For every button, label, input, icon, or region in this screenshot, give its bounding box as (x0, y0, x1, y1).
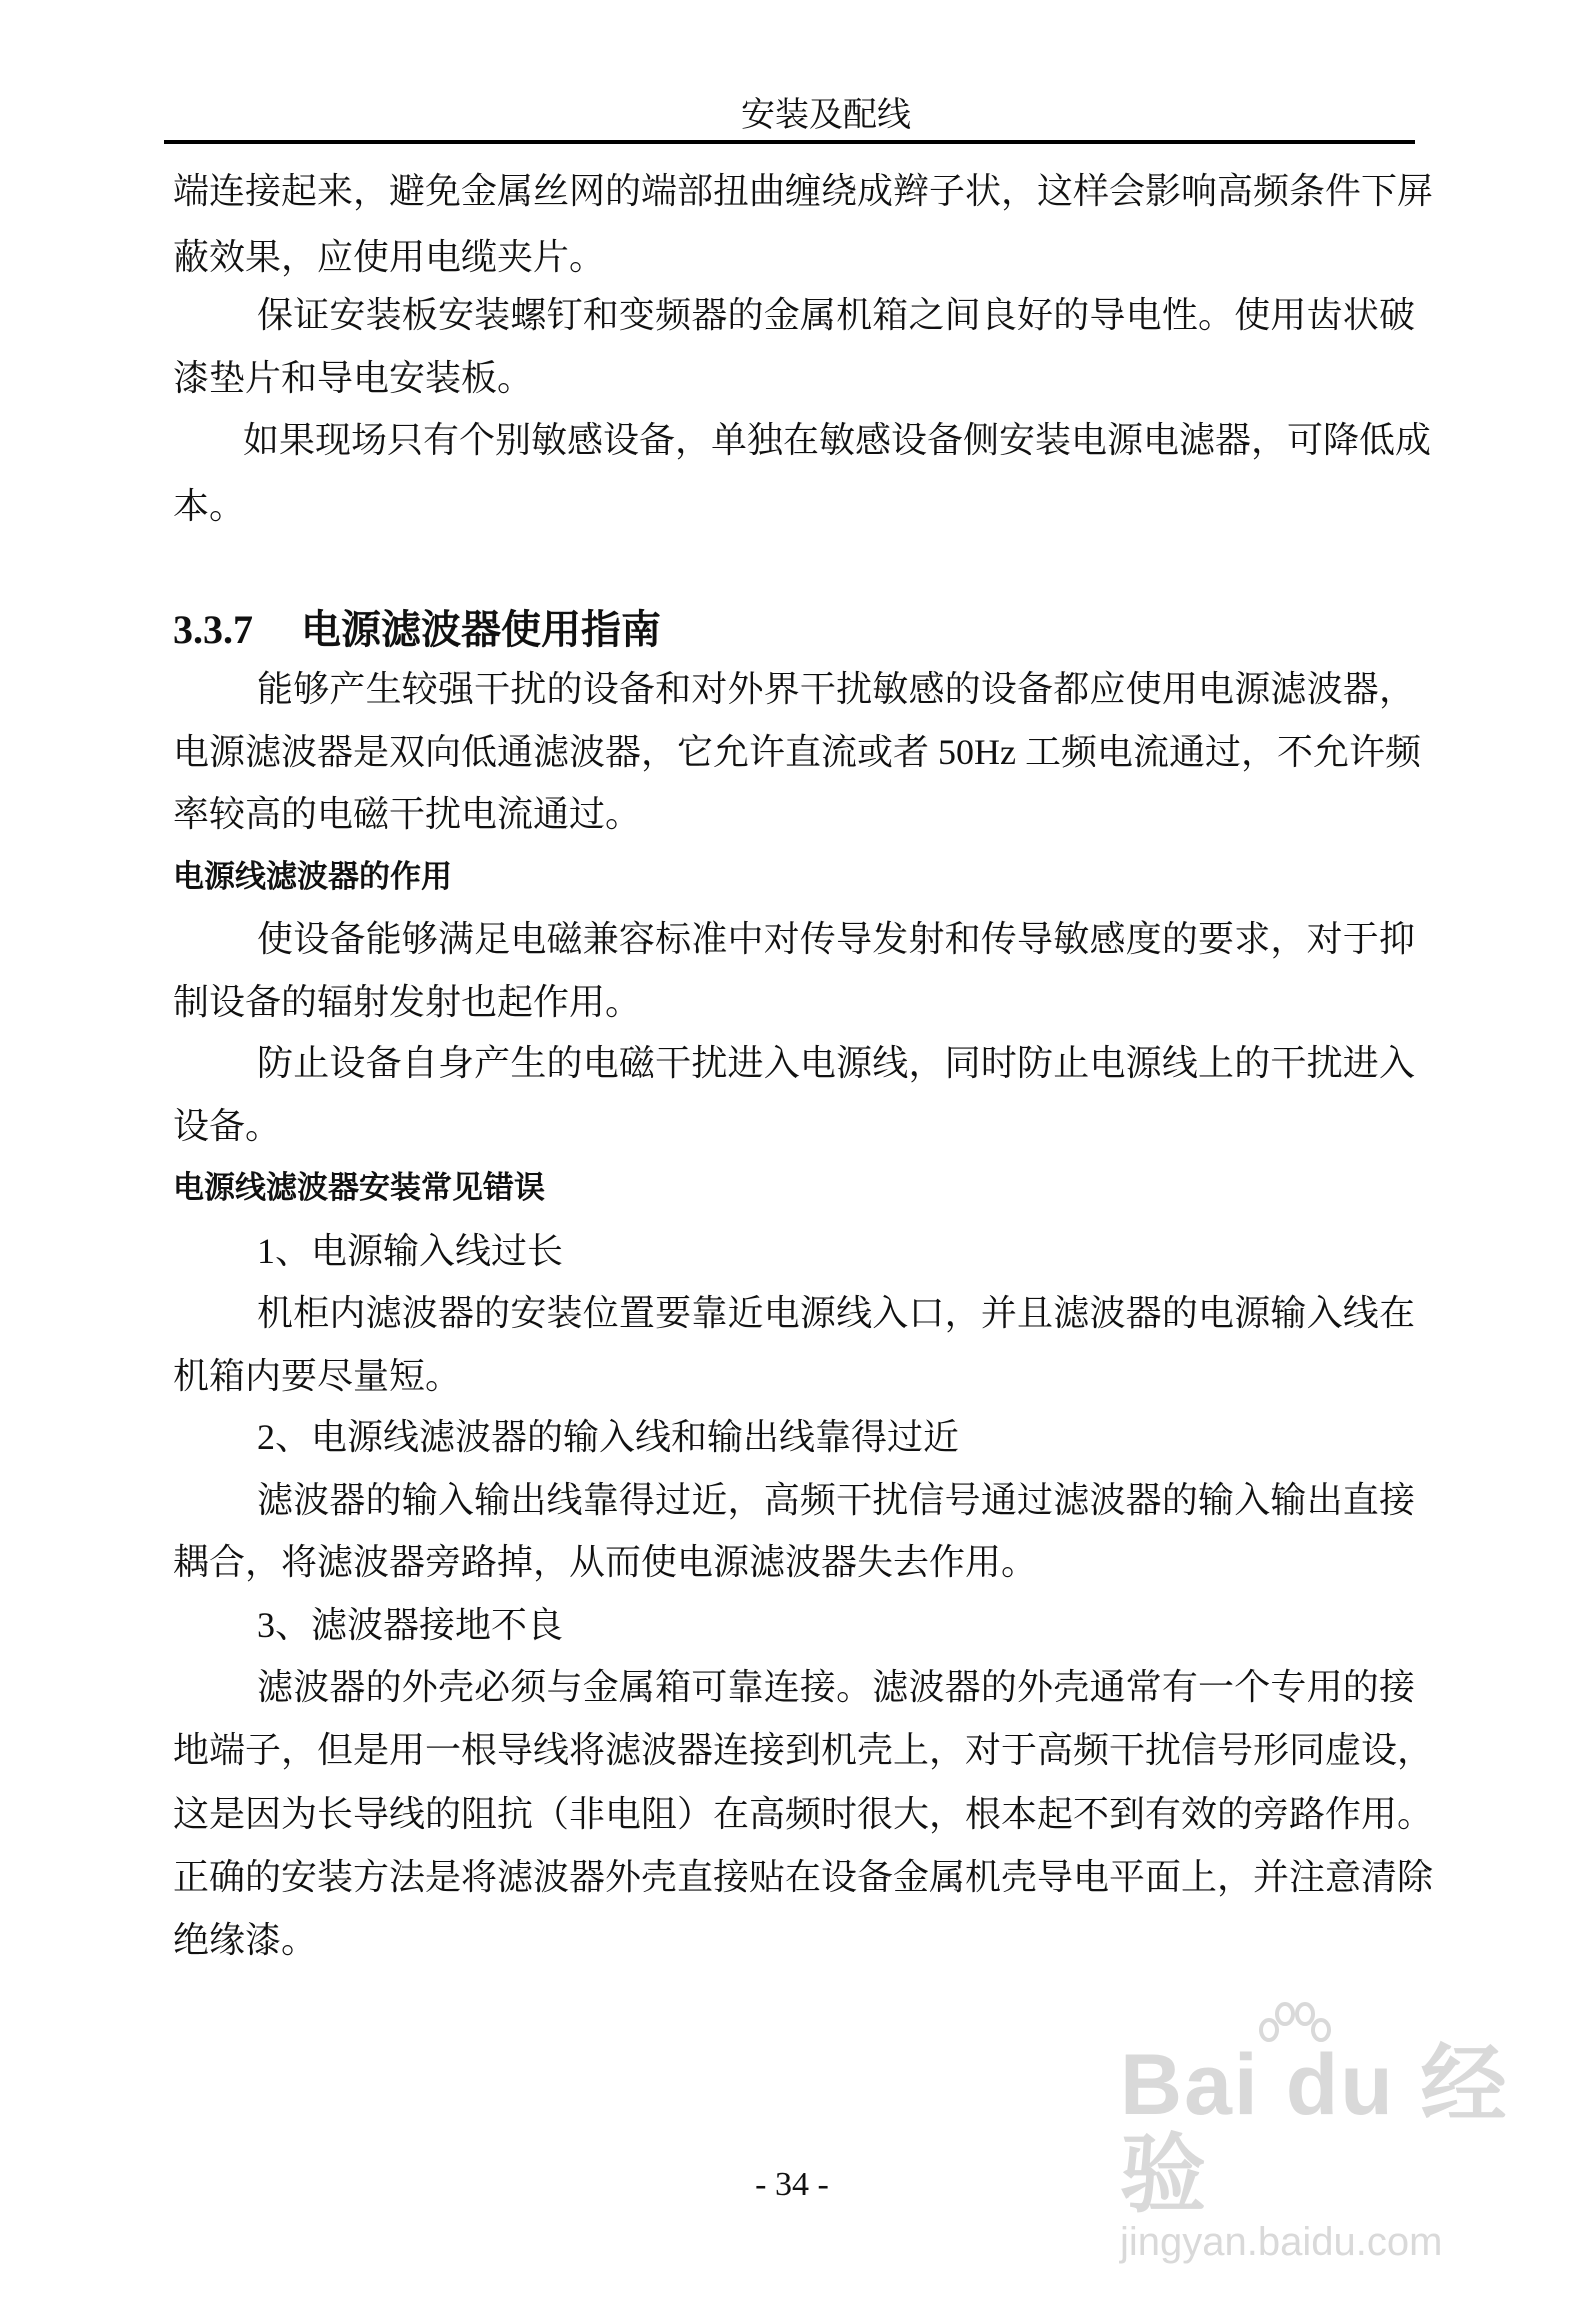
section-number: 3.3.7 (173, 607, 253, 652)
text-line: 绝缘漆。 (173, 1920, 318, 1960)
text-line: 漆垫片和导电安装板。 (173, 358, 534, 398)
list-item-title: 2、电源线滤波器的输入线和输出线靠得过近 (257, 1417, 960, 1457)
watermark-url: jingyan.baidu.com (1120, 2220, 1443, 2264)
text-line: 滤波器的外壳必须与金属箱可靠连接。滤波器的外壳通常有一个专用的接 (257, 1667, 1415, 1707)
text-line: 保证安装板安装螺钉和变频器的金属机箱之间良好的导电性。使用齿状破 (257, 295, 1415, 335)
text-line: 如果现场只有个别敏感设备，单独在敏感设备侧安装电源电滤器，可降低成 (243, 420, 1432, 460)
text-line: 耦合，将滤波器旁路掉，从而使电源滤波器失去作用。 (173, 1542, 1038, 1582)
text-line: 地端子，但是用一根导线将滤波器连接到机壳上，对于高频干扰信号形同虚设， (173, 1730, 1434, 1770)
header-rule (164, 140, 1415, 144)
text-line: 能够产生较强干扰的设备和对外界干扰敏感的设备都应使用电源滤波器， (257, 669, 1415, 709)
watermark (1120, 2037, 1584, 2264)
running-header: 安装及配线 (741, 97, 911, 134)
text-line: 滤波器的输入输出线靠得过近，高频干扰信号通过滤波器的输入输出直接 (257, 1480, 1415, 1520)
text-line: 蔽效果，应使用电缆夹片。 (173, 237, 606, 277)
text-line: 设备。 (173, 1106, 282, 1146)
text-line: 电源滤波器是双向低通滤波器，它允许直流或者 50Hz 工频电流通过，不允许频 (173, 732, 1421, 772)
text-line: 这是因为长导线的阻抗（非电阻）在高频时很大，根本起不到有效的旁路作用。 (173, 1794, 1434, 1834)
text-line: 防止设备自身产生的电磁干扰进入电源线，同时防止电源线上的干扰进入 (257, 1043, 1415, 1083)
text-line: 本。 (173, 486, 246, 526)
text-line: 正确的安装方法是将滤波器外壳直接贴在设备金属机壳导电平面上，并注意清除 (173, 1857, 1434, 1897)
list-item-title: 3、滤波器接地不良 (257, 1605, 564, 1645)
text-line: 机箱内要尽量短。 (173, 1356, 462, 1396)
watermark-logo: Bai du 经验 (1120, 2037, 1509, 2223)
text-line: 制设备的辐射发射也起作用。 (173, 982, 642, 1022)
subheading: 电源线滤波器的作用 (173, 859, 452, 894)
subheading: 电源线滤波器安装常见错误 (173, 1170, 545, 1205)
list-item-title: 1、电源输入线过长 (257, 1231, 564, 1271)
section-title: 电源滤波器使用指南 (301, 607, 661, 652)
text-line: 机柜内滤波器的安装位置要靠近电源线入口，并且滤波器的电源输入线在 (257, 1293, 1415, 1333)
page-number: - 34 - (755, 2166, 829, 2203)
text-line: 率较高的电磁干扰电流通过。 (173, 794, 642, 834)
section-heading (173, 607, 1415, 652)
text-line: 使设备能够满足电磁兼容标准中对传导发射和传导敏感度的要求，对于抑 (257, 919, 1415, 959)
text-line: 端连接起来，避免金属丝网的端部扭曲缠绕成辫子状，这样会影响高频条件下屏 (173, 171, 1434, 211)
